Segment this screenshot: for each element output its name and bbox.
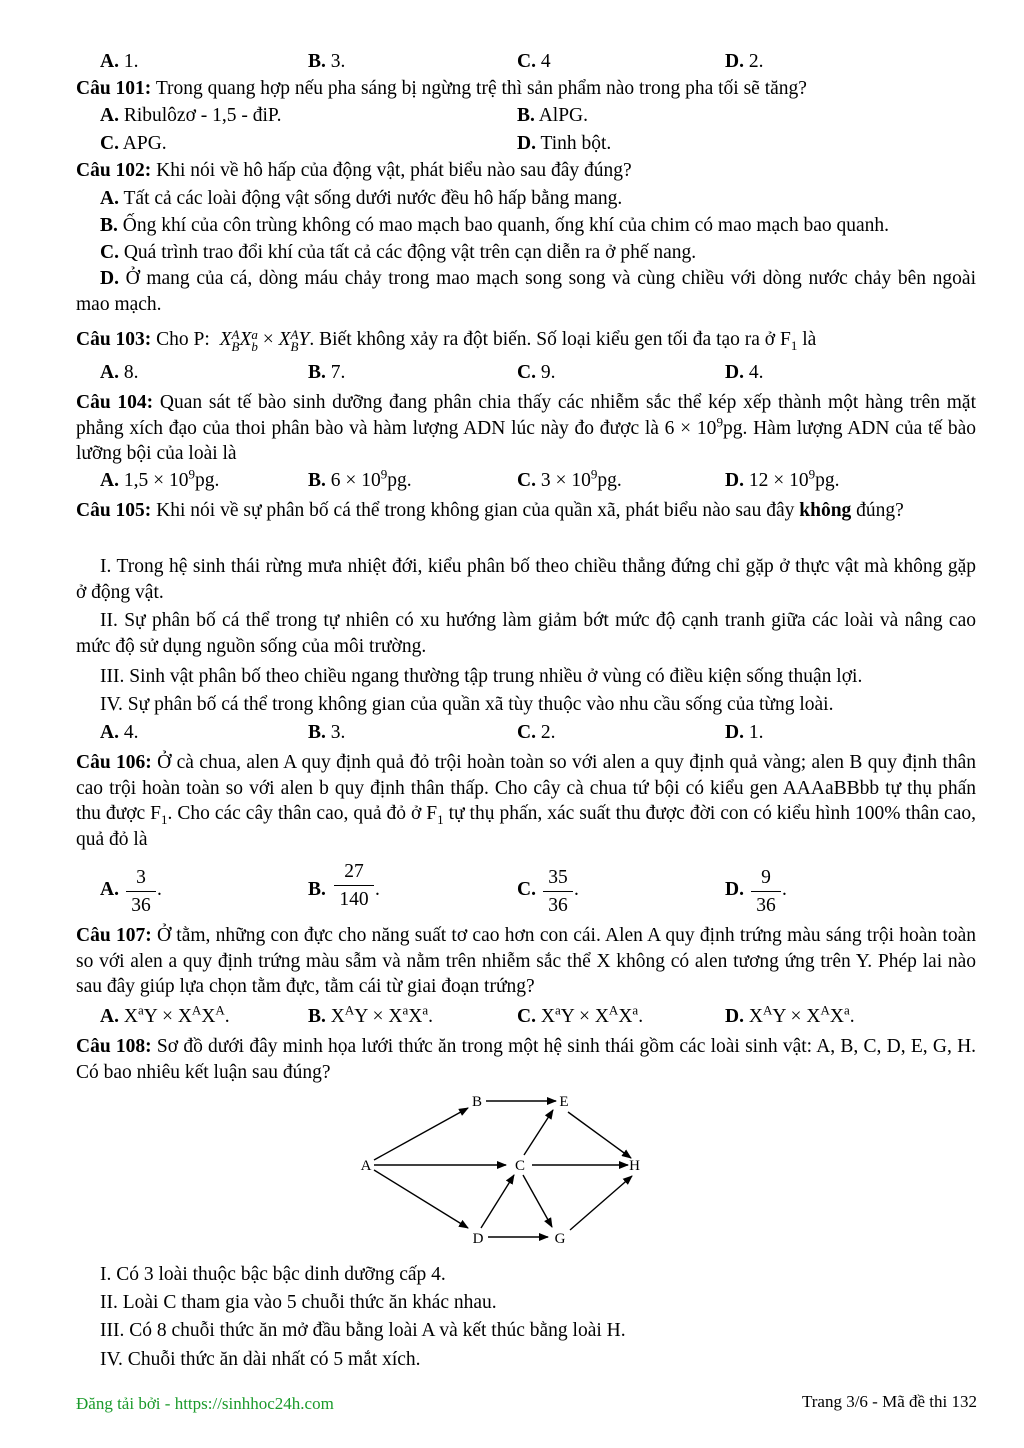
footer-source-link[interactable]: Đăng tải bởi - https://sinhhoc24h.com	[76, 1394, 334, 1413]
node-h: H	[629, 1158, 640, 1174]
q101-option-b: B. AlPG.	[517, 105, 589, 126]
q104-option-d: D. $12 \times 10^9pg$.	[725, 466, 840, 491]
edge-g-h	[570, 1176, 632, 1230]
q106-option-d-letter: D.	[725, 879, 744, 900]
edge-c-e	[524, 1110, 553, 1155]
q105-option-b: B. 3.	[308, 722, 346, 743]
node-e: E	[559, 1094, 569, 1110]
q105-stem: Câu 105: Khi nói về sự phân bố cá thể trong không gian của quần xã, phát biểu nào sau đây không đúng?	[76, 500, 904, 521]
q103-option-a: A. 8.	[100, 362, 139, 383]
q105-statement-2: II. Sự phân bố cá thể trong tự nhiên có xu hướng làm giảm bớt mức độ cạnh tranh giữa các loài và nâng cao mức độ sử dụng nguồn sống của môi trường.	[76, 610, 976, 657]
q101-stem: Câu 101: Trong quang hợp nếu pha sáng bị ngừng trệ thì sản phẩm nào trong pha tối sẽ tăng?	[76, 78, 807, 99]
q104-stem: Câu 104: Quan sát tế bào sinh dưỡng đang phân chia thấy các nhiễm sắc thể kép xếp thành một hàng trên mặt phẳng xích đạo của thoi phân bào và hàm lượng ADN lúc này đo được là $6 \times 10^9pg$. Hàm lượng ADN của tế bào lưỡng bội của loài là	[76, 392, 977, 464]
q108-statement-3: III. Có 8 chuỗi thức ăn mở đầu bằng loài A và kết thúc bằng loài H.	[100, 1320, 626, 1341]
node-d: D	[472, 1231, 484, 1247]
q104-option-c: C. $3 \times 10^9pg$.	[517, 466, 622, 491]
q105-option-a: A. 4.	[100, 722, 139, 743]
q107-option-a: A. $X^aY \times X^AX^A$.	[100, 1002, 230, 1027]
q107-stem: Câu 107: Ở tằm, những con đực cho năng suất tơ cao hơn con cái. Alen A quy định trứng màu sáng trội hoàn toàn so với alen a quy định trứng màu sẫm và nằm trên nhiễm sắc thể X không có alen tương ứng trên Y. Phép lai nào sau đây giúp lựa chọn tằm đực, tằm cái từ giai đoạn trứng?	[76, 925, 976, 997]
q100-option-a: A. 1.	[100, 51, 139, 72]
q102-option-a: A. Tất cả các loài động vật sống dưới nước đều hô hấp bằng mang.	[100, 188, 623, 209]
q106-option-c-fraction: $\frac{35}{36}$	[543, 868, 573, 915]
q100-option-b: B. 3.	[308, 51, 346, 72]
q103-stem: Câu 103: Cho P: X A B X a b × X A B Y. Biết không xảy ra đột biến. Số loại kiểu gen tối đa tạo ra ở $F_1$ là	[76, 327, 817, 354]
q104-option-b: B. $6 \times 10^9pg$.	[308, 466, 412, 491]
node-a: A	[360, 1158, 372, 1174]
food-web-diagram	[356, 1088, 640, 1252]
q105-statement-1: I. Trong hệ sinh thái rừng mưa nhiệt đới, kiểu phân bố theo chiều thẳng đứng chỉ gặp ở thực vật mà không gặp ở động vật.	[76, 556, 976, 603]
q106-option-b-fraction: $\frac{27}{140}$	[334, 862, 374, 909]
node-g: G	[554, 1231, 566, 1247]
edge-e-h	[568, 1112, 631, 1158]
node-c: C	[514, 1158, 526, 1174]
q102-option-c: C. Quá trình trao đổi khí của tất cả các động vật trên cạn diễn ra ở phế nang.	[100, 242, 697, 263]
q107-option-b: B. $X^AY \times X^aX^a$.	[308, 1002, 433, 1027]
q106-option-a-letter: A.	[100, 879, 119, 900]
q108-statement-1: I. Có 3 loài thuộc bậc bậc dinh dưỡng cấp 4.	[100, 1264, 446, 1285]
q108-statement-2: II. Loài C tham gia vào 5 chuỗi thức ăn khác nhau.	[100, 1292, 497, 1313]
q103-option-c: C. 9.	[517, 362, 556, 383]
q104-option-a: A. $1,5 \times 10^9pg$.	[100, 466, 220, 491]
q107-option-c: C. $X^aY \times X^AX^a$.	[517, 1002, 644, 1027]
q105-option-c: C. 2.	[517, 722, 556, 743]
q103-option-d: D. 4.	[725, 362, 764, 383]
q102-stem: Câu 102: Khi nói về hô hấp của động vật, phát biểu nào sau đây đúng?	[76, 160, 632, 181]
edge-d-c	[481, 1175, 514, 1228]
q106-option-b-period: .	[375, 879, 380, 900]
q105-statement-4: IV. Sự phân bố cá thể trong không gian của quần xã tùy thuộc vào nhu cầu sống của từng loài.	[100, 694, 834, 715]
q105-option-d: D. 1.	[725, 722, 764, 743]
q103-genotype-formula: X A B X a b × X A B Y	[214, 327, 310, 354]
q100-option-d: D. 2.	[725, 51, 764, 72]
edge-a-d	[374, 1170, 468, 1228]
edge-c-g	[523, 1175, 552, 1227]
q106-option-d-period: .	[782, 879, 787, 900]
q108-statement-4: IV. Chuỗi thức ăn dài nhất có 5 mắt xích.	[100, 1349, 421, 1370]
q101-option-c: C. APG.	[100, 133, 167, 154]
edge-a-b	[374, 1108, 468, 1160]
node-b: B	[471, 1094, 483, 1110]
q106-option-d-fraction: $\frac{9}{36}$	[751, 868, 781, 915]
q101-option-a: A. Ribulôzơ - 1,5 - điP.	[100, 105, 282, 126]
q107-option-d: D. $X^AY \times X^AX^a$.	[725, 1002, 855, 1027]
q106-option-c-period: .	[574, 879, 579, 900]
q106-stem: Câu 106: Ở cà chua, alen A quy định quả đỏ trội hoàn toàn so với alen a quy định quả vàng; alen B quy định thân cao trội hoàn toàn so với alen b quy định thân thấp. Cho cây cà chua tứ bội có kiểu gen AAAaBBbb tự thụ phấn thu được $F_1$. Cho các cây thân cao, quả đỏ ở $F_1$ tự thụ phấn, xác suất thu được đời con có kiểu hình 100% thân cao, quả đỏ là	[76, 752, 977, 850]
q106-option-a-fraction: $\frac{3}{36}$	[126, 868, 156, 915]
q102-option-b: B. Ống khí của côn trùng không có mao mạch bao quanh, ống khí của chim có mao mạch bao quanh.	[100, 215, 890, 236]
footer-page-info: Trang 3/6 - Mã đề thi 132	[801, 1392, 977, 1411]
q100-option-c: C. 4	[517, 51, 551, 72]
q106-option-b-letter: B.	[308, 879, 326, 900]
q106-option-c-letter: C.	[517, 879, 536, 900]
q102-option-d: D. Ở mang của cá, dòng máu chảy trong mao mạch song song và cùng chiều với dòng nước chảy bên ngoài mao mạch.	[76, 268, 976, 315]
q108-stem: Câu 108: Sơ đồ dưới đây minh họa lưới thức ăn trong một hệ sinh thái gồm các loài sinh vật: A, B, C, D, E, G, H. Có bao nhiêu kết luận sau đúng?	[76, 1036, 977, 1083]
q106-option-a-period: .	[157, 879, 162, 900]
q101-option-d: D. Tinh bột.	[517, 133, 612, 154]
q103-option-b: B. 7.	[308, 362, 346, 383]
q105-statement-3: III. Sinh vật phân bố theo chiều ngang thường tập trung nhiều ở vùng có điều kiện sống thuận lợi.	[100, 666, 863, 687]
